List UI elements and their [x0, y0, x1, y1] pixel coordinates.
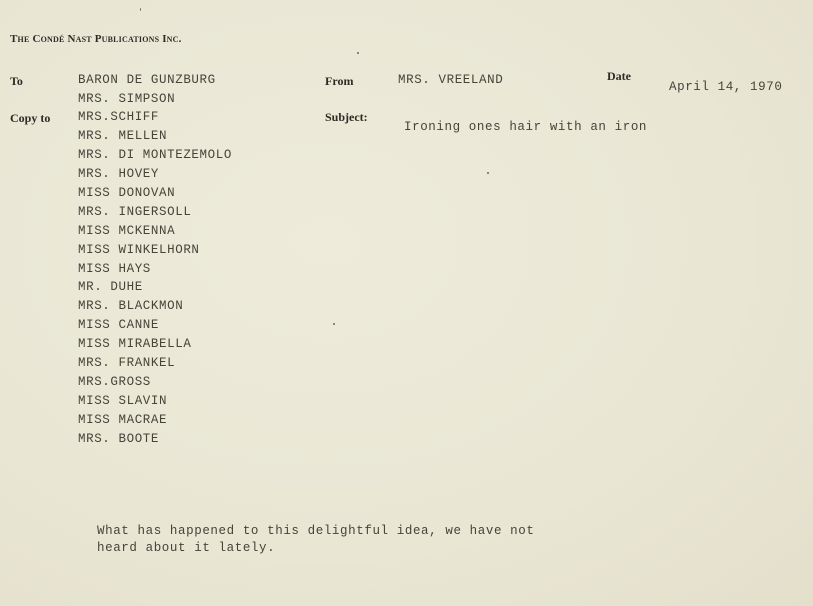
list-item: MRS.SCHIFF: [78, 110, 160, 124]
copy-to-label: Copy to: [10, 111, 51, 125]
to-recipient-2: MRS. SIMPSON: [78, 92, 176, 106]
list-item: MRS. MELLEN: [78, 128, 168, 143]
date-value: April 14, 1970: [669, 80, 783, 94]
list-item: MRS. FRANKEL: [78, 356, 176, 371]
list-item: MRS. BOOTE: [78, 431, 160, 446]
list-item: MRS.GROSS: [78, 375, 151, 390]
to-label: To: [10, 74, 23, 88]
list-item: MISS HAYS: [78, 261, 151, 276]
memo-body: [97, 523, 534, 557]
list-item: MRS. INGERSOLL: [78, 204, 192, 219]
subject-value: Ironing ones hair with an iron: [404, 120, 648, 134]
letterhead-text: The Condé Nast Publications Inc.: [10, 33, 182, 45]
list-item: MISS MIRABELLA: [78, 337, 192, 352]
scan-speck: [140, 8, 141, 11]
date-label: Date: [607, 69, 631, 83]
list-item: MRS. BLACKMON: [78, 299, 184, 314]
scan-speck: [487, 172, 489, 174]
scan-speck: [333, 323, 335, 325]
list-item: MISS WINKELHORN: [78, 242, 200, 257]
list-item: MISS MACRAE: [78, 413, 168, 427]
letterhead: [10, 33, 182, 45]
list-item: MISS MCKENNA: [78, 223, 176, 238]
copy-to-list: [78, 108, 232, 449]
list-item: MISS SLAVIN: [78, 394, 168, 409]
body-line-2: heard about it lately.: [97, 541, 276, 555]
from-value: MRS. VREELAND: [398, 73, 504, 87]
list-item: MRS. HOVEY: [78, 166, 160, 181]
to-recipient-1: BARON DE GUNZBURG: [78, 73, 216, 87]
scan-speck: [357, 52, 359, 54]
list-item: MRS. DI MONTEZEMOLO: [78, 147, 232, 162]
from-label: From: [325, 74, 354, 88]
list-item: MISS CANNE: [78, 318, 160, 333]
list-item: MR. DUHE: [78, 280, 143, 295]
body-line-1: What has happened to this delightful idea, we have not: [97, 524, 535, 538]
subject-label: Subject:: [325, 110, 368, 124]
list-item: MISS DONOVAN: [78, 185, 176, 200]
